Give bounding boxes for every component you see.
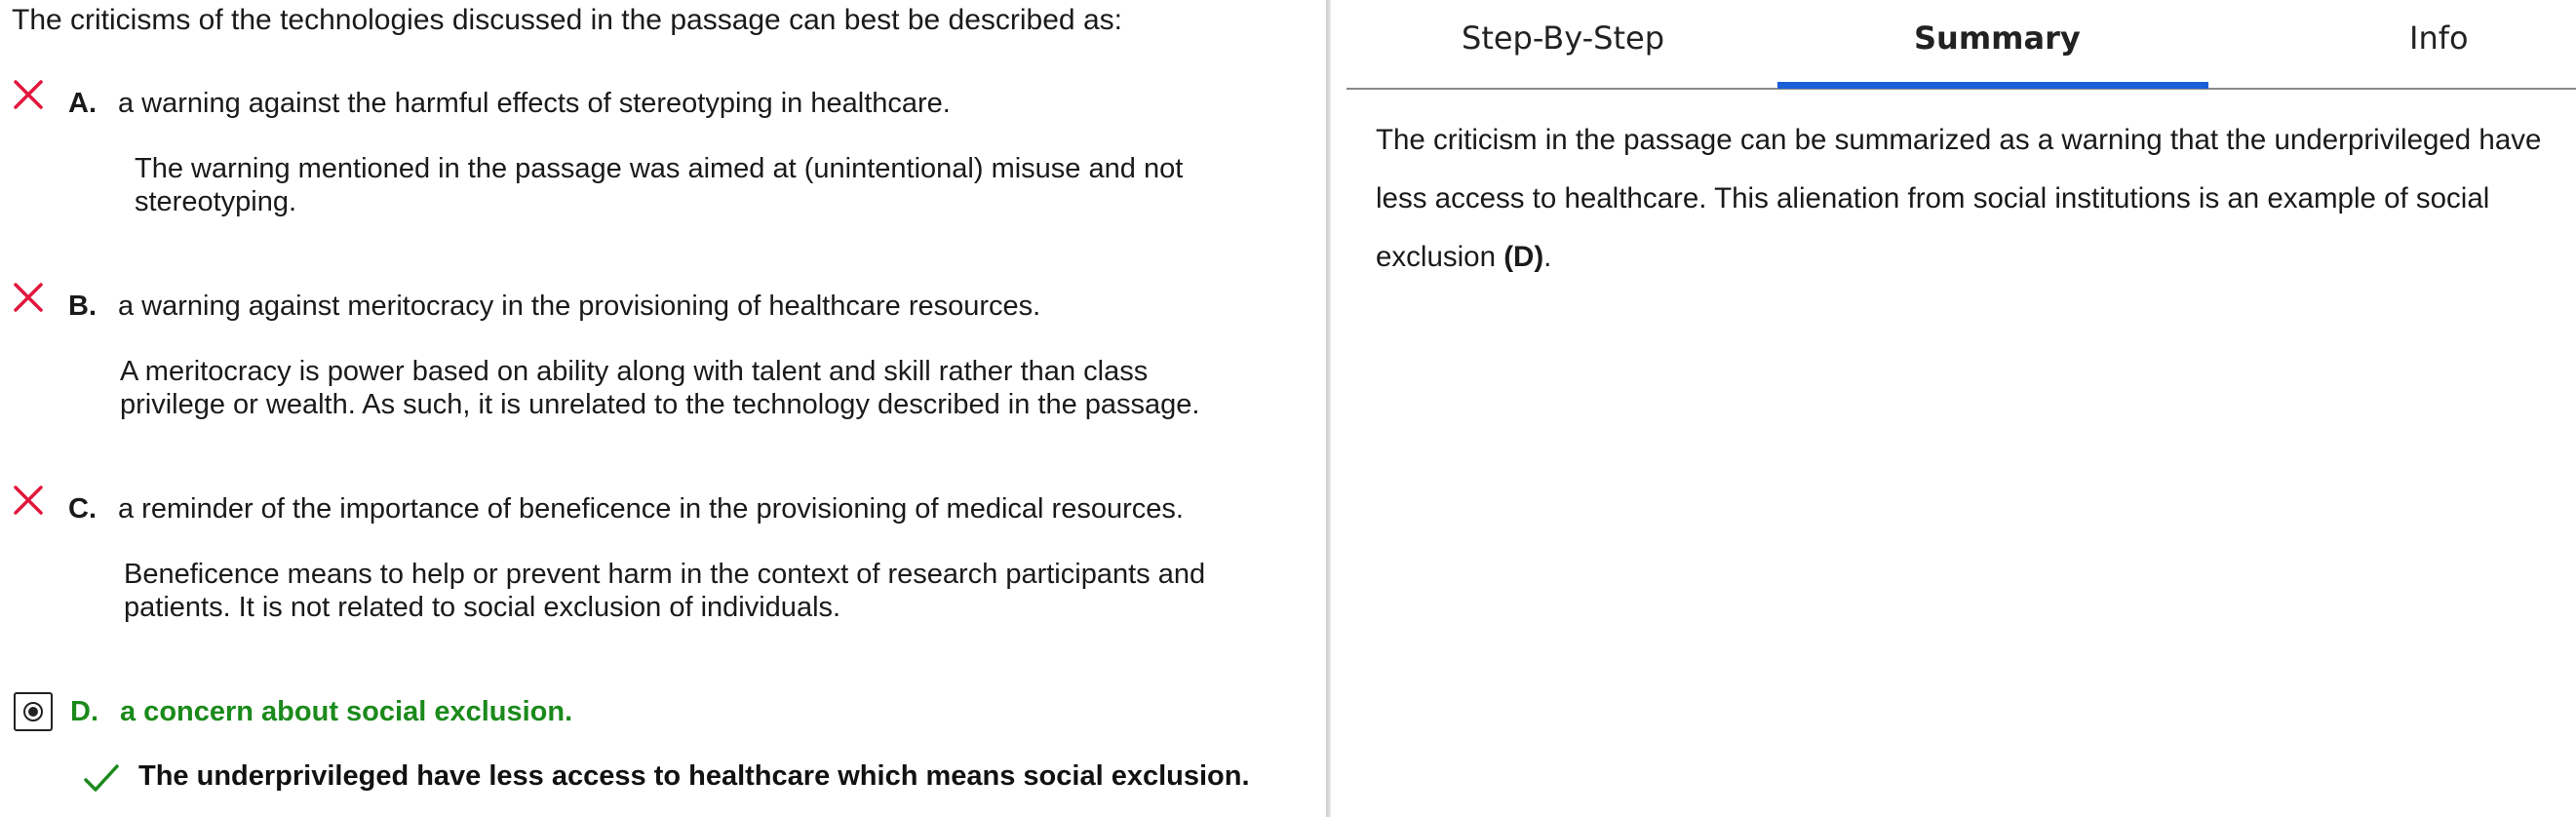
option-b-letter: B.: [68, 291, 97, 322]
question-text: The criticisms of the technologies discussed in the passage can best be described as:: [12, 4, 1122, 36]
option-a-text[interactable]: a warning against the harmful effects of stereotyping in healthcare.: [118, 88, 951, 119]
option-d-letter: D.: [70, 696, 98, 727]
option-d-explanation: The underprivileged have less access to healthcare which means social exclusion.: [138, 760, 1250, 792]
summary-answer: (D): [1503, 241, 1544, 273]
x-icon: [12, 78, 45, 111]
option-b-explanation-line: A meritocracy is power based on ability along with talent and skill rather than class: [120, 356, 1149, 387]
option-a-explanation-line: The warning mentioned in the passage was aimed at (unintentional) misuse and not: [135, 153, 1184, 184]
active-tab-indicator: [1777, 82, 2208, 89]
option-c-explanation-line: patients. It is not related to social exclusion of individuals.: [124, 592, 841, 623]
tab-summary[interactable]: Summary: [1914, 19, 2081, 57]
option-a-explanation: [135, 152, 1183, 218]
radio-selected-icon[interactable]: [14, 692, 53, 731]
option-b-text[interactable]: a warning against meritocracy in the provisioning of healthcare resources.: [118, 291, 1041, 322]
summary-text: [1376, 111, 2565, 287]
x-icon: [12, 281, 45, 314]
x-icon: [12, 484, 45, 517]
explanation-panel: [1331, 0, 2576, 817]
tab-bar: [1347, 0, 2576, 90]
option-b-explanation: [120, 355, 1200, 421]
option-c-explanation-line: Beneficence means to help or prevent harm in the context of research participants and: [124, 559, 1206, 590]
tab-info[interactable]: Info: [2409, 19, 2469, 57]
option-a-explanation-line: stereotyping.: [135, 186, 297, 217]
summary-period: .: [1543, 241, 1552, 273]
option-b-explanation-line: privilege or wealth. As such, it is unrelated to the technology described in the passage.: [120, 389, 1200, 420]
option-c-text[interactable]: a reminder of the importance of beneficence in the provisioning of medical resources.: [118, 493, 1184, 525]
option-d-text[interactable]: a concern about social exclusion.: [120, 696, 573, 727]
option-a-letter: A.: [68, 88, 97, 119]
check-icon: [82, 760, 121, 796]
summary-body: The criticism in the passage can be summarized as a warning that the underprivileged have less access to healthcare. This alienation from social institutions is an example of social exclusion: [1376, 124, 2542, 273]
option-c-letter: C.: [68, 493, 97, 525]
tab-step-by-step[interactable]: Step-By-Step: [1462, 19, 1664, 57]
option-c-explanation: [124, 558, 1205, 624]
